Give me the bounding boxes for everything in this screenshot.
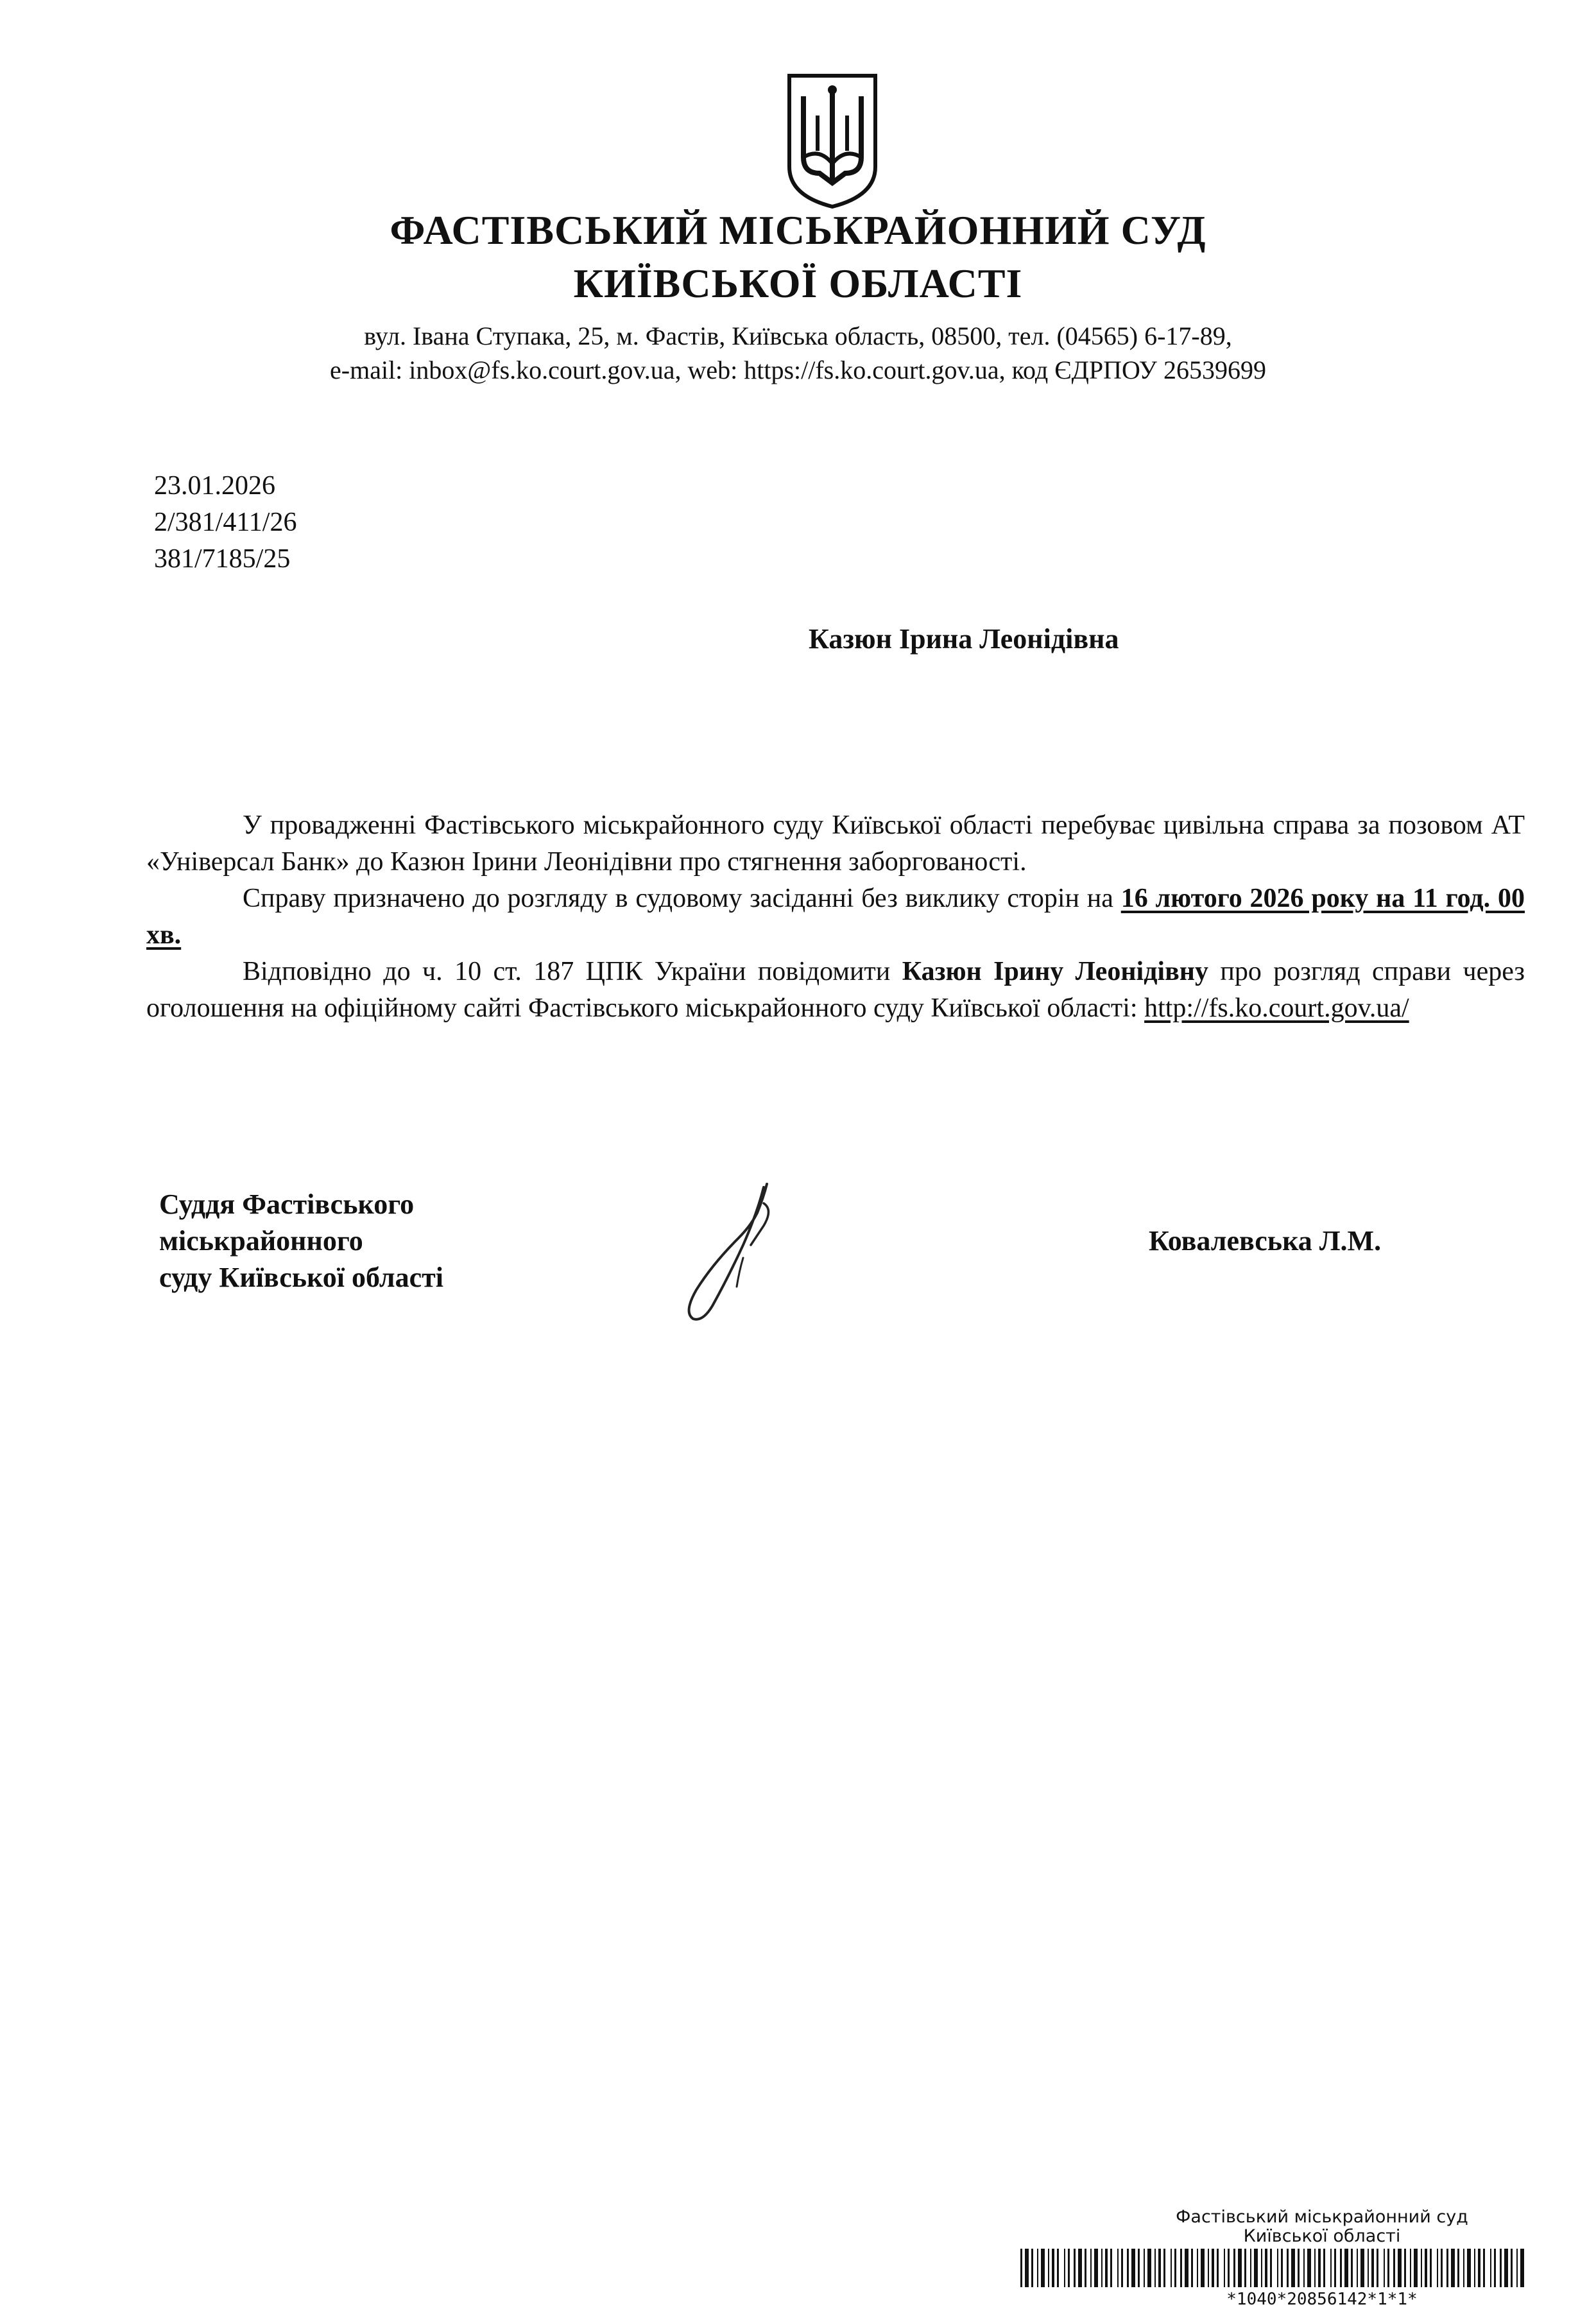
court-name-line2: КИЇВСЬКОЇ ОБЛАСТІ bbox=[573, 261, 1023, 306]
paragraph-notification bbox=[146, 954, 1525, 1027]
notice-body bbox=[146, 807, 1525, 1027]
handwritten-signature bbox=[667, 1174, 796, 1332]
paragraph-case: У провадженні Фастівського міськрайонного суду Київської області перебуває цивільна справа за позовом АТ «Універсал Банк» до Казюн Ірини Леонідівни про стягнення заборгованості. bbox=[146, 811, 1525, 877]
paragraph-hearing bbox=[146, 880, 1525, 954]
court-address: вул. Івана Ступака, 25, м. Фастів, Київська область, 08500, тел. (04565) 6-17-89, bbox=[364, 322, 1232, 350]
hearing-text: Справу призначено до розгляду в судовому засіданні без виклику сторін на bbox=[243, 884, 1121, 913]
notified-person: Казюн Ірину Леонідівну bbox=[902, 957, 1208, 986]
judge-title-line2: міськрайонного bbox=[159, 1225, 363, 1257]
case-number: 381/7185/25 bbox=[154, 544, 291, 574]
stamp-line2: Київської області bbox=[1243, 2226, 1401, 2246]
outgoing-number: 2/381/411/26 bbox=[154, 508, 297, 537]
barcode-number: *1040*20856142*1*1* bbox=[1226, 2290, 1418, 2309]
stamp-line1: Фастівський міськрайонний суд bbox=[1176, 2207, 1468, 2227]
stamp-court-name bbox=[1117, 2208, 1527, 2246]
hearing-datetime: 16 лютого 2026 року на 11 год. 00 хв. bbox=[146, 884, 1525, 950]
judge-title bbox=[159, 1186, 443, 1296]
barcode bbox=[1020, 2249, 1527, 2287]
court-name-line1: ФАСТІВСЬКИЙ МІСЬКРАЙОННИЙ СУД bbox=[390, 207, 1206, 253]
judge-title-line1: Суддя Фастівського bbox=[159, 1189, 415, 1220]
notification-text-before: Відповідно до ч. 10 ст. 187 ЦПК України повідомити bbox=[243, 957, 902, 986]
notification-text-after: про розгляд справи через оголошення на офіційному сайті Фастівського міськрайонного суду Київської області: bbox=[146, 957, 1525, 1023]
trident-coat-of-arms-icon bbox=[784, 71, 880, 212]
court-website-link[interactable]: http://fs.ko.court.gov.ua/ bbox=[1144, 993, 1409, 1023]
court-contacts: e-mail: inbox@fs.ko.court.gov.ua, web: https://fs.ko.court.gov.ua, код ЄДРПОУ 26539699 bbox=[330, 356, 1266, 384]
judge-title-line3: суду Київської області bbox=[159, 1262, 443, 1293]
document-date: 23.01.2026 bbox=[154, 471, 275, 501]
recipient-name: Казюн Ірина Леонідівна bbox=[809, 623, 1119, 655]
judge-name: Ковалевська Л.М. bbox=[1149, 1225, 1382, 1257]
